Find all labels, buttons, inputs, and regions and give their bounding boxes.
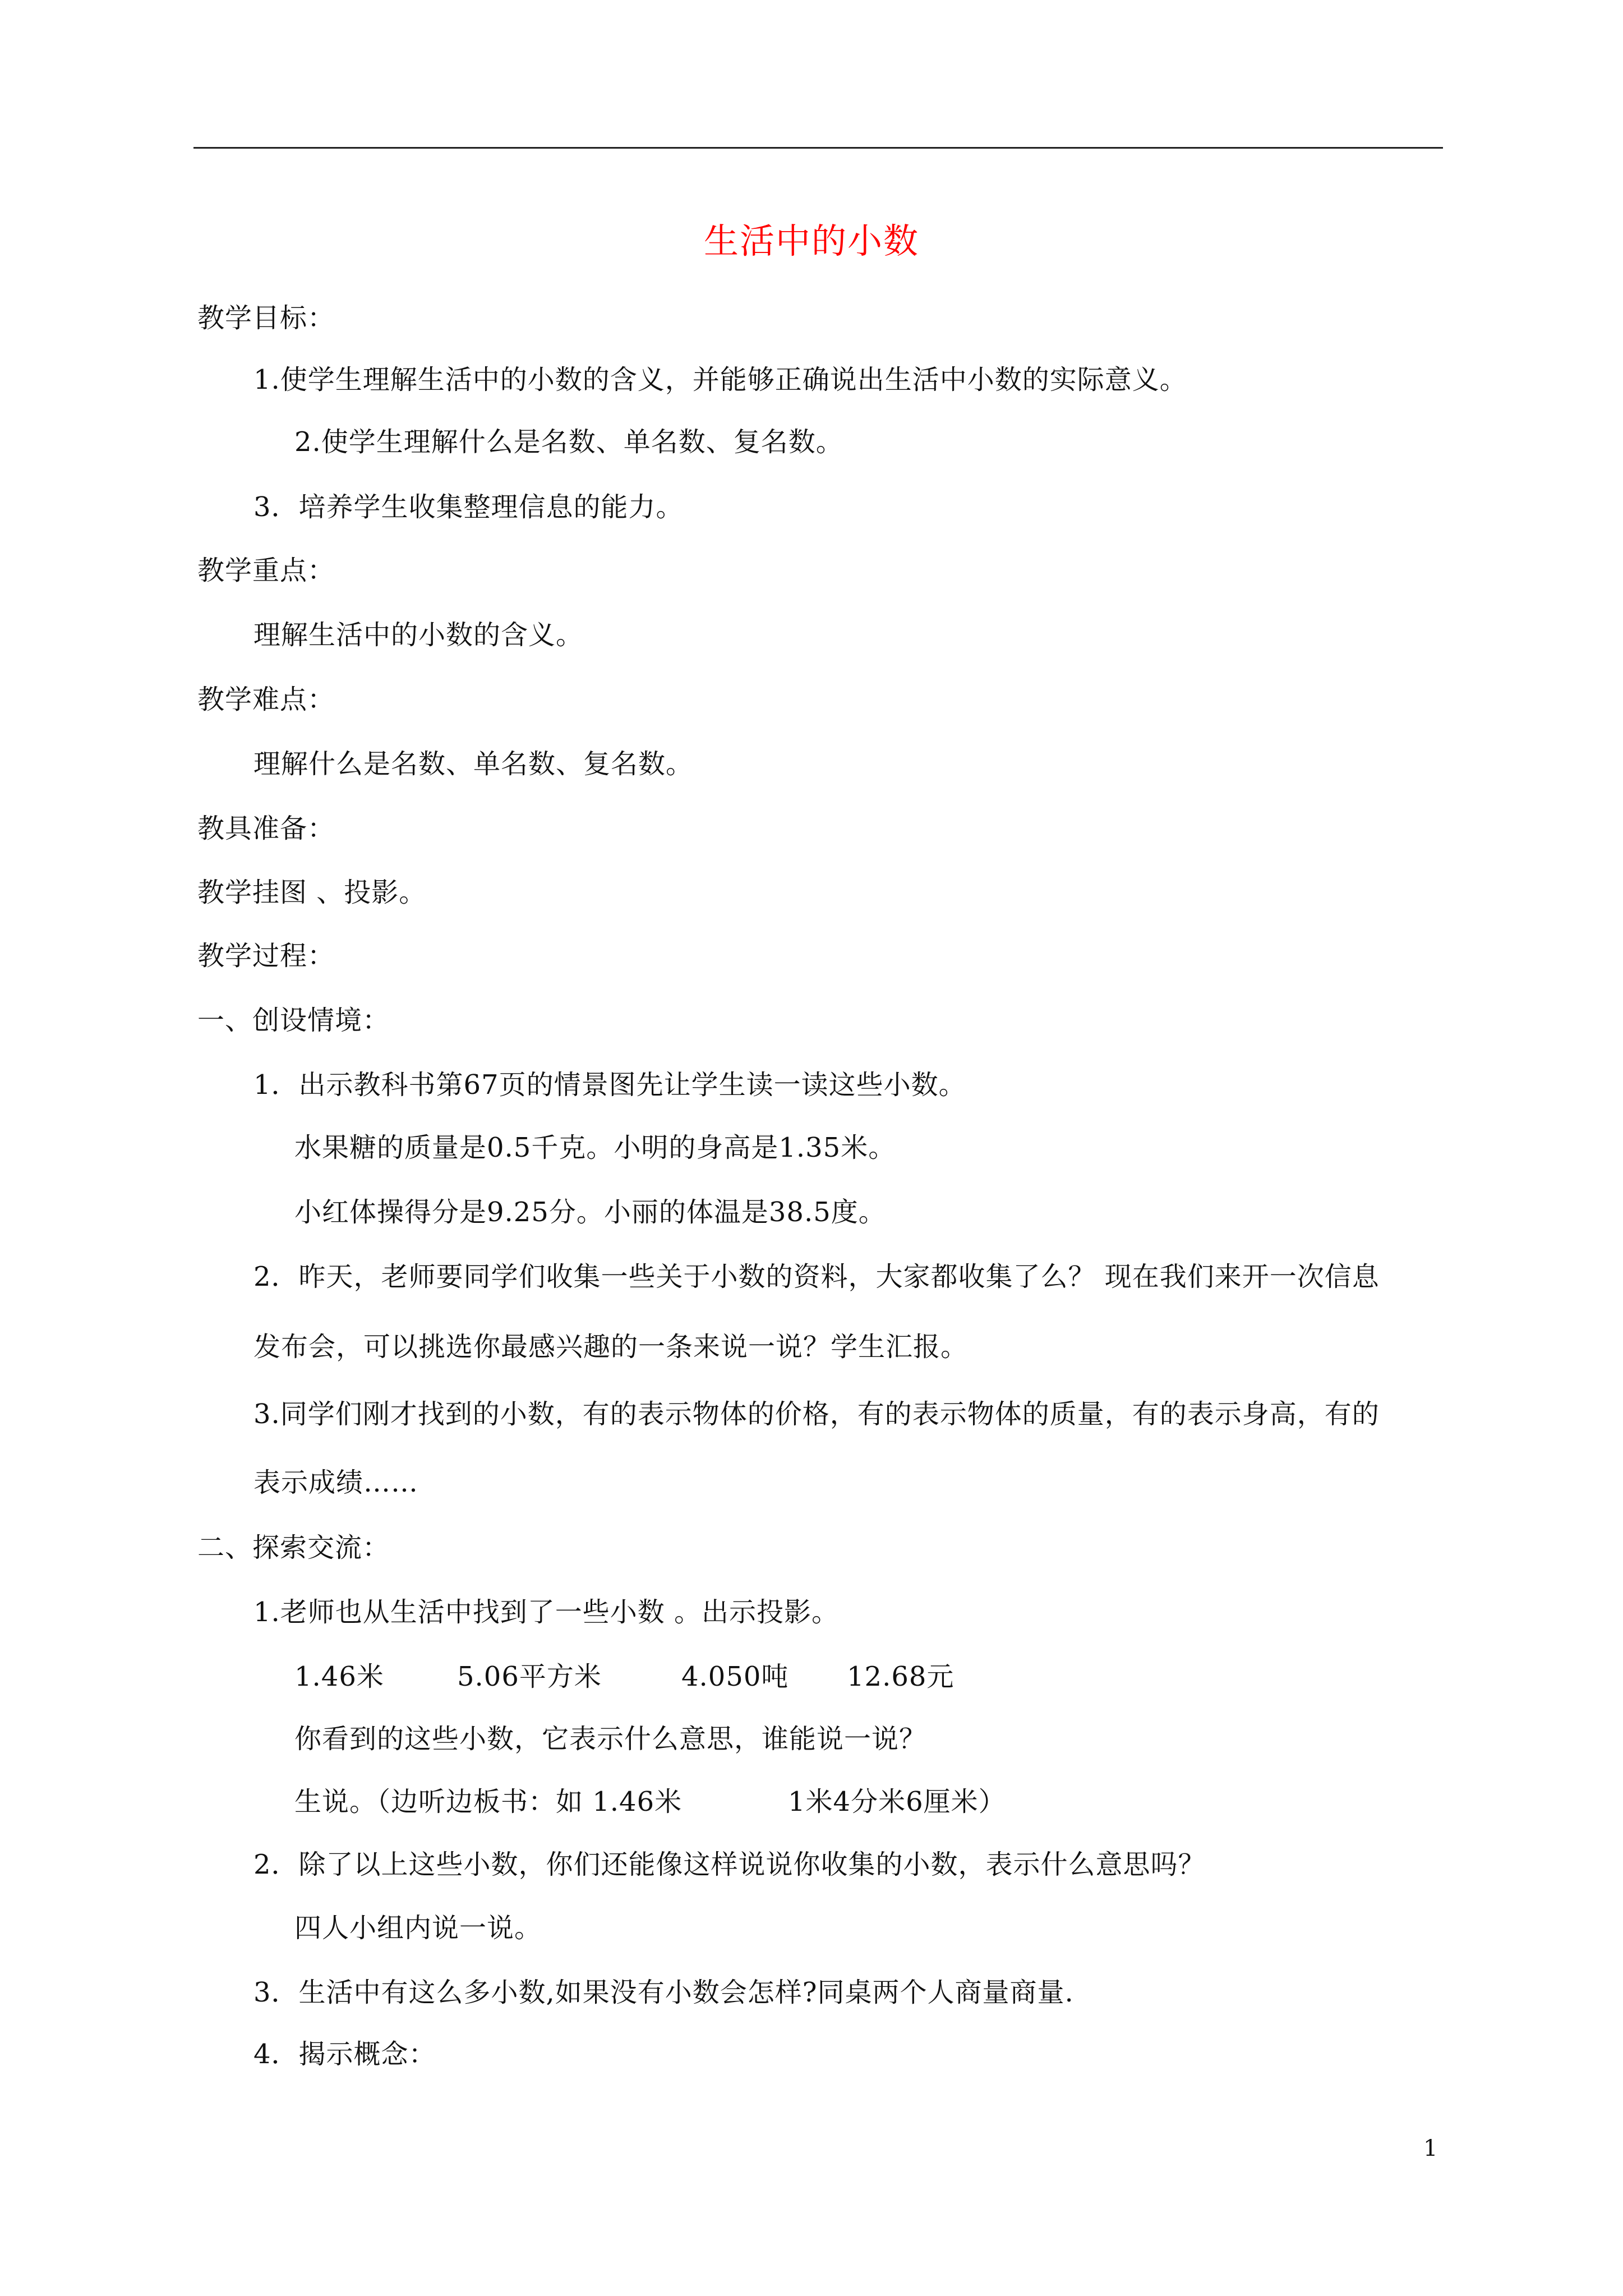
section-heading-objectives: 教学目标：: [197, 302, 335, 334]
paragraph: 1．出示教科书第67页的情景图先让学生读一读这些小数。: [253, 1069, 966, 1101]
example-values-row: [294, 1654, 954, 1699]
example-value: 4.050吨: [681, 1661, 789, 1692]
paragraph: 3．生活中有这么多小数,如果没有小数会怎样?同桌两个人商量商量.: [253, 1977, 1074, 2008]
paragraph: 小红体操得分是9.25分。小丽的体温是38.5度。: [294, 1197, 886, 1228]
board-note-row: [294, 1779, 1006, 1824]
page-number: 1: [1423, 2136, 1438, 2161]
paragraph: 理解什么是名数、单名数、复名数。: [253, 748, 694, 780]
section-heading-part-two: 二、探索交流：: [197, 1532, 390, 1563]
board-note-right: 1米4分米6厘米）: [788, 1786, 1006, 1818]
example-value: 12.68元: [847, 1661, 955, 1692]
paragraph: 表示成绩……: [253, 1467, 419, 1498]
section-heading-part-one: 一、创设情境：: [197, 1005, 390, 1036]
paragraph: 4．揭示概念：: [253, 2039, 436, 2070]
section-heading-materials: 教具准备：: [197, 813, 335, 844]
paragraph: 2.使学生理解什么是名数、单名数、复名数。: [294, 426, 843, 458]
paragraph: 2．除了以上这些小数，你们还能像这样说说你收集的小数，表示什么意思吗？: [253, 1849, 1206, 1880]
section-heading-difficulties: 教学难点：: [197, 684, 335, 715]
example-value: 1.46米: [294, 1661, 384, 1692]
paragraph: 你看到的这些小数，它表示什么意思，谁能说一说？: [294, 1723, 927, 1755]
paragraph: 理解生活中的小数的含义。: [253, 619, 584, 651]
paragraph: 四人小组内说一说。: [294, 1912, 542, 1944]
section-heading-process: 教学过程：: [197, 940, 335, 972]
paragraph: 2．昨天，老师要同学们收集一些关于小数的资料，大家都收集了么？ 现在我们来开一次信息: [253, 1261, 1380, 1292]
paragraph: 3.同学们刚才找到的小数，有的表示物体的价格，有的表示物体的质量，有的表示身高，有的: [253, 1398, 1380, 1430]
paragraph: 发布会，可以挑选你最感兴趣的一条来说一说？学生汇报。: [253, 1331, 969, 1363]
example-value: 5.06平方米: [457, 1661, 602, 1692]
paragraph: 教学挂图 、投影。: [197, 877, 427, 908]
paragraph: 1.老师也从生活中找到了一些小数 。出示投影。: [253, 1596, 840, 1628]
section-heading-key-points: 教学重点：: [197, 555, 335, 586]
board-note-left: 生说。（边听边板书：如 1.46米: [294, 1786, 683, 1818]
header-rule: [193, 147, 1443, 149]
paragraph: 3．培养学生收集整理信息的能力。: [253, 491, 684, 523]
paragraph: 水果糖的质量是0.5千克。小明的身高是1.35米。: [294, 1132, 896, 1163]
paragraph: 1.使学生理解生活中的小数的含义，并能够正确说出生活中小数的实际意义。: [253, 364, 1187, 395]
page-title: 生活中的小数: [703, 220, 919, 261]
